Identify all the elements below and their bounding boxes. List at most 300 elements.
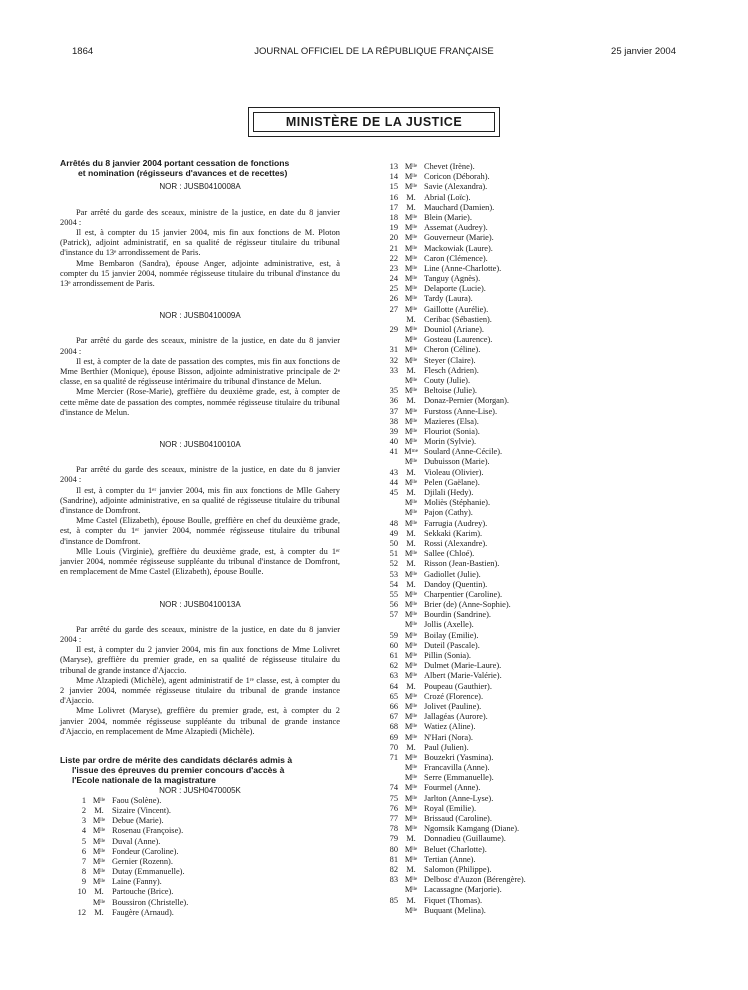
candidate-name: Delaporte (Lucie).: [424, 284, 486, 294]
list-item: [378, 600, 678, 610]
paragraph: Par arrêté du garde des sceaux, ministre de la justice, en date du 8 janvier 2004 :: [60, 207, 340, 227]
rank-number: 71: [389, 752, 398, 762]
civility: Mˡˡᵉ: [404, 630, 418, 640]
list-item: [378, 610, 678, 620]
rank-number: 15: [389, 182, 398, 192]
candidate-name: Debue (Marie).: [112, 816, 164, 826]
rank-number: 62: [389, 661, 398, 671]
civility: Mˡˡᵉ: [404, 824, 418, 834]
civility: Mˡˡᵉ: [404, 640, 418, 650]
civility: Mˡˡᵉ: [92, 795, 106, 805]
civility: Mˡˡᵉ: [404, 345, 418, 355]
candidate-name: Djilali (Hedy).: [424, 488, 474, 497]
rank-number: 1: [81, 795, 86, 805]
rank-number: 56: [389, 600, 398, 610]
civility: Mˡˡᵉ: [404, 905, 418, 915]
civility: M.: [406, 864, 416, 874]
candidate-name: Donnadieu (Guillaume).: [424, 834, 506, 844]
civility: M.: [406, 202, 416, 212]
civility: Mˡˡᵉ: [404, 701, 418, 711]
liste-title-line3: l'Ecole nationale de la magistrature: [72, 775, 216, 786]
rank-number: 79: [389, 834, 398, 844]
civility: Mˡˡᵉ: [404, 569, 418, 579]
candidate-name: Furstoss (Anne-Lise).: [424, 406, 498, 416]
list-item: [378, 783, 678, 793]
rank-number: 19: [389, 223, 398, 233]
candidate-name: Violeau (Olivier).: [424, 467, 484, 477]
list-item: [60, 867, 340, 877]
civility: Mˡˡᵉ: [92, 826, 106, 836]
paragraph: Mme Lolivret (Maryse), greffière du premier grade, est, à compter du 2 janvier 2004, nommée régisseuse suppléante du tribunal de grande instance d'Ajaccio, en remplacement de Mme Alzapiedi (Michèle).: [60, 706, 340, 736]
list-item: [378, 407, 678, 417]
civility: Mˡˡᵉ: [404, 253, 418, 263]
candidate-name: Farrugia (Audrey).: [424, 518, 488, 528]
candidate-name: Charpentier (Caroline).: [424, 589, 503, 599]
civility: Mˡˡᵉ: [404, 732, 418, 742]
rank-number: 9: [81, 877, 86, 887]
civility: Mˡˡᵉ: [404, 335, 418, 345]
candidate-name: Paul (Julien).: [424, 742, 469, 752]
civility: M.: [406, 579, 416, 589]
journal-title: JOURNAL OFFICIEL DE LA RÉPUBLIQUE FRANÇAISE: [254, 46, 494, 57]
civility: M.: [406, 365, 416, 375]
list-item: [378, 651, 678, 661]
civility: Mᵐᵉ: [404, 447, 418, 457]
candidate-name: Pillin (Sonia).: [424, 651, 471, 660]
rank-number: 55: [389, 589, 398, 599]
nor-reference: NOR : JUSB0410009A: [159, 311, 241, 321]
civility: Mˡˡᵉ: [92, 867, 106, 877]
rank-number: 52: [389, 559, 398, 569]
rank-number: 31: [389, 345, 398, 355]
candidate-name: Boussiron (Christelle).: [112, 897, 189, 907]
civility: M.: [406, 528, 416, 538]
list-item: [378, 834, 678, 844]
candidate-name: Dubuisson (Marie).: [424, 457, 490, 467]
civility: M.: [406, 742, 416, 752]
rank-number: 6: [81, 846, 86, 856]
civility: M.: [406, 538, 416, 548]
list-item: [378, 172, 678, 182]
candidate-name: Duval (Anne).: [112, 836, 161, 846]
rank-number: 53: [389, 569, 398, 579]
rank-number: 65: [389, 691, 398, 701]
rank-number: 70: [389, 742, 398, 752]
issue-date: 25 janvier 2004: [611, 46, 676, 57]
rank-number: 33: [389, 365, 398, 375]
list-item: [60, 908, 340, 918]
civility: Mˡˡᵉ: [404, 294, 418, 304]
ministry-title: MINISTÈRE DE LA JUSTICE: [253, 112, 495, 132]
civility: Mˡˡᵉ: [404, 182, 418, 192]
candidate-name: Rosenau (Françoise).: [112, 826, 184, 836]
candidate-name: Blein (Marie).: [424, 212, 472, 222]
arrete-block-2: [60, 311, 340, 418]
list-item: [60, 796, 340, 806]
civility: Mˡˡᵉ: [404, 752, 418, 762]
candidate-name: Gosteau (Laurence).: [424, 335, 493, 345]
rank-number: 60: [389, 640, 398, 650]
list-item: [60, 887, 340, 897]
arrete-block-3: [60, 440, 340, 577]
list-item: [378, 203, 678, 213]
civility: M.: [94, 907, 104, 917]
list-item: [378, 437, 678, 447]
civility: Mˡˡᵉ: [92, 856, 106, 866]
liste-title: [60, 755, 340, 786]
list-item: [60, 826, 340, 836]
candidate-name: Flesch (Adrien).: [424, 365, 479, 375]
civility: Mˡˡᵉ: [92, 836, 106, 846]
civility: Mˡˡᵉ: [92, 877, 106, 887]
list-item: [378, 845, 678, 855]
list-item: [378, 478, 678, 488]
candidate-name: Morin (Sylvie).: [424, 437, 477, 447]
rank-number: 29: [389, 325, 398, 334]
rank-number: 50: [389, 538, 398, 548]
candidate-name: Crozé (Florence).: [424, 691, 484, 701]
list-item: [378, 274, 678, 284]
list-item: [378, 865, 678, 875]
liste-title-line1: Liste par ordre de mérite des candidats déclarés admis à: [60, 754, 293, 765]
candidate-name: Assemat (Audrey).: [424, 223, 488, 233]
candidate-name: Lacassagne (Marjorie).: [424, 885, 502, 895]
list-item: [378, 896, 678, 906]
rank-number: 57: [389, 610, 398, 620]
list-item: [378, 743, 678, 753]
list-item: [378, 223, 678, 233]
list-item: [378, 631, 678, 641]
rank-number: 5: [81, 836, 86, 846]
list-item: [378, 559, 678, 569]
civility: M.: [406, 488, 416, 497]
civility: Mˡˡᵉ: [404, 172, 418, 182]
rank-number: 14: [389, 172, 398, 182]
candidate-name: Gadiollet (Julie).: [424, 569, 481, 579]
arretes-title-line1: Arrêtés du 8 janvier 2004 portant cessation de fonctions: [60, 158, 290, 168]
candidate-name: Tanguy (Agnès).: [424, 274, 481, 284]
candidate-name: Savie (Alexandra).: [424, 182, 488, 192]
list-item: [378, 712, 678, 722]
candidate-name: Dutay (Emmanuelle).: [112, 867, 185, 877]
paragraph: Par arrêté du garde des sceaux, ministre de la justice, en date du 8 janvier 2004 :: [60, 624, 340, 644]
candidate-list-right: [378, 162, 678, 916]
list-item: [378, 488, 678, 498]
paragraph: Il est, à compter du 15 janvier 2004, mis fin aux fonctions de M. Ploton (Patrick), adjoint administratif, en sa qualité de régisseur titulaire du tribunal d'instance du 13ᵉ arrondissement de Paris.: [60, 228, 340, 258]
candidate-name: Steyer (Claire).: [424, 355, 476, 365]
rank-number: 2: [81, 805, 86, 815]
list-item: [60, 898, 340, 908]
candidate-name: Dandoy (Quentin).: [424, 579, 488, 589]
candidate-name: Mackowiak (Laure).: [424, 243, 493, 253]
civility: Mˡˡᵉ: [404, 671, 418, 681]
civility: Mˡˡᵉ: [404, 803, 418, 813]
civility: Mˡˡᵉ: [404, 355, 418, 365]
candidate-name: Flouriot (Sonia).: [424, 426, 480, 436]
civility: Mˡˡᵉ: [404, 722, 418, 732]
civility: Mˡˡᵉ: [404, 325, 418, 334]
list-item: [378, 753, 678, 763]
rank-number: 45: [389, 488, 398, 497]
list-item: [378, 417, 678, 427]
civility: Mˡˡᵉ: [404, 661, 418, 671]
candidate-name: Partouche (Brice).: [112, 887, 174, 897]
paragraph: Mme Bembaron (Sandra), épouse Anger, adjointe administrative, est, à compter du 15 janvier 2004, nommée régisseuse titulaire du tribunal d'instance du 13ᵉ arrondissement de Paris.: [60, 258, 340, 289]
candidate-name: Tertian (Anne).: [424, 854, 476, 864]
civility: Mˡˡᵉ: [404, 274, 418, 284]
candidate-name: Douniol (Ariane).: [424, 325, 485, 334]
candidate-name: Laine (Fanny).: [112, 877, 162, 887]
list-item: [378, 294, 678, 304]
rank-number: 16: [389, 192, 398, 202]
list-item: [378, 356, 678, 366]
paragraph: Il est, à compter du 2 janvier 2004, mis fin aux fonctions de Mme Lolivret (Maryse), greffière du premier grade, en sa qualité de régisseuse titulaire du tribunal de grande instance d'Ajaccio.: [60, 645, 340, 675]
civility: Mˡˡᵉ: [404, 783, 418, 793]
candidate-name: Jallagéas (Aurore).: [424, 712, 488, 722]
civility: M.: [406, 467, 416, 477]
rank-number: 40: [389, 437, 398, 447]
paragraph: Mlle Louis (Virginie), greffière du deuxième grade, est, à compter du 1ᵉʳ janvier 2004, nommée régisseuse suppléante du tribunal d'instance de Domfront, en remplacement de Mme Castel (Elizabeth), épouse Boulle.: [60, 546, 340, 577]
list-item: [378, 875, 678, 885]
civility: Mˡˡᵉ: [404, 386, 418, 396]
civility: M.: [406, 314, 416, 324]
list-item: [378, 733, 678, 743]
rank-number: 24: [389, 274, 398, 284]
list-item: [378, 396, 678, 406]
candidate-name: Donaz-Pernier (Morgan).: [424, 396, 509, 406]
candidate-list-left: [60, 796, 340, 918]
rank-number: 63: [389, 671, 398, 681]
rank-number: 78: [389, 824, 398, 834]
rank-number: 64: [389, 681, 398, 691]
civility: M.: [94, 805, 104, 815]
candidate-name: Fourmel (Anne).: [424, 783, 481, 793]
candidate-name: Bourdin (Sandrine).: [424, 610, 491, 620]
civility: Mˡˡᵉ: [404, 304, 418, 314]
list-item: [378, 763, 678, 773]
list-item: [378, 580, 678, 590]
civility: Mˡˡᵉ: [404, 712, 418, 722]
arretes-title: [60, 158, 340, 178]
rank-number: 38: [389, 416, 398, 426]
rank-number: 54: [389, 579, 398, 589]
list-item: [378, 254, 678, 264]
candidate-name: Rossi (Alexandre).: [424, 538, 488, 548]
candidate-name: N'Hari (Nora).: [424, 732, 473, 742]
paragraph: Mme Castel (Elizabeth), épouse Boulle, greffière en chef du deuxième grade, est, à compter du 1ᵉʳ janvier 2004, nommée régisseuse titulaire du tribunal d'instance de Domfront.: [60, 516, 340, 546]
list-item: [378, 885, 678, 895]
candidate-name: Jarlton (Anne-Lyse).: [424, 793, 494, 803]
candidate-name: Sallee (Chloé).: [424, 549, 475, 559]
candidate-name: Faugère (Arnaud).: [112, 907, 174, 917]
paragraph: Il est, à compter du 1ᵉʳ janvier 2004, mis fin aux fonctions de Mlle Gahery (Sandrine), adjointe administrative, en sa qualité de régisseuse titulaire du tribunal d'instance de Domfront.: [60, 485, 340, 516]
rank-number: 32: [389, 355, 398, 365]
candidate-name: Francavilla (Anne).: [424, 763, 490, 773]
rank-number: 36: [389, 396, 398, 406]
candidate-name: Gaillotte (Aurélie).: [424, 304, 489, 314]
right-column: [378, 162, 678, 916]
paragraph: Par arrêté du garde des sceaux, ministre de la justice, en date du 8 janvier 2004 :: [60, 336, 340, 356]
candidate-name: Ngomsik Kamgang (Diane).: [424, 824, 520, 834]
civility: Mˡˡᵉ: [404, 212, 418, 222]
ministry-box: [248, 107, 500, 137]
candidate-name: Jollis (Axelle).: [424, 620, 474, 630]
civility: Mˡˡᵉ: [404, 814, 418, 823]
rank-number: 59: [389, 630, 398, 640]
candidate-name: Coricon (Déborah).: [424, 172, 490, 182]
rank-number: 44: [389, 477, 398, 487]
civility: Mˡˡᵉ: [404, 610, 418, 620]
liste-title-line2: l'issue des épreuves du premier concours d'accès à: [72, 765, 285, 776]
candidate-name: Ceribac (Sébastien).: [424, 314, 492, 324]
civility: Mˡˡᵉ: [404, 406, 418, 416]
candidate-name: Duteil (Pascale).: [424, 640, 480, 650]
list-item: [378, 315, 678, 325]
rank-number: 22: [389, 253, 398, 263]
candidate-name: Moliès (Stéphanie).: [424, 498, 491, 508]
civility: M.: [94, 887, 104, 897]
rank-number: 61: [389, 651, 398, 660]
list-item: [378, 824, 678, 834]
civility: Mˡˡᵉ: [404, 691, 418, 701]
list-item: [378, 814, 678, 824]
candidate-name: Sizaire (Vincent).: [112, 805, 172, 815]
candidate-name: Salomon (Philippe).: [424, 864, 492, 874]
civility: Mˡˡᵉ: [404, 162, 418, 171]
list-item: [378, 671, 678, 681]
rank-number: 4: [81, 826, 86, 836]
rank-number: 83: [389, 875, 398, 885]
civility: Mˡˡᵉ: [404, 375, 418, 385]
rank-number: 10: [77, 887, 86, 897]
candidate-name: Sekkaki (Karim).: [424, 528, 483, 538]
list-item: [378, 376, 678, 386]
civility: Mˡˡᵉ: [404, 589, 418, 599]
rank-number: 17: [389, 202, 398, 212]
rank-number: 41: [389, 447, 398, 457]
rank-number: 27: [389, 304, 398, 314]
list-item: [60, 877, 340, 887]
paragraph: Il est, à compter de la date de passation des comptes, mis fin aux fonctions de Mme Berthier (Monique), épouse Bisson, adjointe administrative principale de 2ᵉ classe, en sa qualité de régisseuse intérimaire du tribunal d'instance de Melun.: [60, 356, 340, 387]
civility: Mˡˡᵉ: [404, 854, 418, 864]
list-item: [378, 702, 678, 712]
civility: M.: [406, 192, 416, 202]
candidate-name: Cheron (Céline).: [424, 345, 481, 355]
list-item: [378, 906, 678, 916]
list-item: [378, 427, 678, 437]
list-item: [378, 855, 678, 865]
nor-reference: NOR : JUSH0470005K: [159, 785, 241, 795]
list-item: [60, 857, 340, 867]
left-column: [60, 158, 340, 918]
rank-number: 77: [389, 814, 398, 823]
candidate-name: Brier (de) (Anne-Sophie).: [424, 600, 511, 610]
rank-number: 25: [389, 284, 398, 294]
candidate-name: Gernier (Rozenn).: [112, 856, 173, 866]
list-item: [378, 244, 678, 254]
list-item: [378, 366, 678, 376]
rank-number: 85: [389, 895, 398, 905]
paragraph: Mme Alzapiedi (Michèle), agent administratif de 1ʳᵉ classe, est, à compter du 2 janvier 2004, nommée régisseuse titulaire du tribunal de grande instance d'Ajaccio.: [60, 675, 340, 706]
candidate-name: Couty (Julie).: [424, 375, 471, 385]
civility: Mˡˡᵉ: [404, 498, 418, 508]
list-item: [378, 570, 678, 580]
arretes-title-line2: et nomination (régisseurs d'avances et de recettes): [78, 168, 288, 179]
list-item: [378, 590, 678, 600]
rank-number: 81: [389, 854, 398, 864]
rank-number: 12: [77, 907, 86, 917]
rank-number: 13: [389, 162, 398, 171]
civility: M.: [406, 895, 416, 905]
list-item: [378, 519, 678, 529]
list-item: [60, 806, 340, 816]
rank-number: 21: [389, 243, 398, 253]
list-item: [378, 193, 678, 203]
candidate-name: Soulard (Anne-Cécile).: [424, 447, 503, 457]
candidate-name: Fondeur (Caroline).: [112, 846, 179, 856]
civility: Mˡˡᵉ: [404, 263, 418, 273]
rank-number: 20: [389, 233, 398, 243]
civility: Mˡˡᵉ: [404, 284, 418, 294]
civility: M.: [406, 681, 416, 691]
list-item: [378, 182, 678, 192]
list-item: [378, 468, 678, 478]
rank-number: 18: [389, 212, 398, 222]
list-item: [378, 641, 678, 651]
rank-number: 75: [389, 793, 398, 803]
paragraph: Par arrêté du garde des sceaux, ministre de la justice, en date du 8 janvier 2004 :: [60, 465, 340, 485]
civility: Mˡˡᵉ: [92, 816, 106, 826]
rank-number: 67: [389, 712, 398, 722]
list-item: [378, 457, 678, 467]
candidate-name: Watiez (Aline).: [424, 722, 476, 732]
civility: Mˡˡᵉ: [404, 233, 418, 243]
candidate-name: Buquant (Melina).: [424, 905, 486, 915]
candidate-name: Boilay (Emilie).: [424, 630, 479, 640]
candidate-name: Albert (Marie-Valérie).: [424, 671, 502, 681]
civility: Mˡˡᵉ: [404, 651, 418, 660]
candidate-name: Pelen (Gaëlane).: [424, 477, 480, 487]
candidate-name: Chevet (Irène).: [424, 162, 475, 171]
rank-number: 82: [389, 864, 398, 874]
civility: Mˡˡᵉ: [404, 416, 418, 426]
candidate-name: Faou (Solène).: [112, 795, 162, 805]
list-item: [378, 549, 678, 559]
civility: Mˡˡᵉ: [404, 763, 418, 773]
candidate-name: Caron (Clémence).: [424, 253, 488, 263]
list-item: [378, 447, 678, 457]
list-item: [378, 264, 678, 274]
rank-number: 23: [389, 263, 398, 273]
list-item: [378, 661, 678, 671]
rank-number: 51: [389, 549, 398, 559]
candidate-name: Abrial (Loïc).: [424, 192, 471, 202]
nor-reference: NOR : JUSB0410008A: [159, 182, 241, 192]
civility: Mˡˡᵉ: [404, 477, 418, 487]
list-item: [378, 335, 678, 345]
civility: Mˡˡᵉ: [404, 620, 418, 630]
candidate-name: Line (Anne-Charlotte).: [424, 263, 502, 273]
list-item: [378, 284, 678, 294]
candidate-name: Jolivet (Pauline).: [424, 701, 482, 711]
rank-number: 69: [389, 732, 398, 742]
civility: Mˡˡᵉ: [404, 457, 418, 467]
page-header: [72, 46, 676, 60]
candidate-name: Risson (Jean-Bastien).: [424, 559, 500, 569]
list-item: [378, 305, 678, 315]
candidate-name: Pajon (Cathy).: [424, 508, 473, 518]
civility: Mˡˡᵉ: [92, 846, 106, 856]
